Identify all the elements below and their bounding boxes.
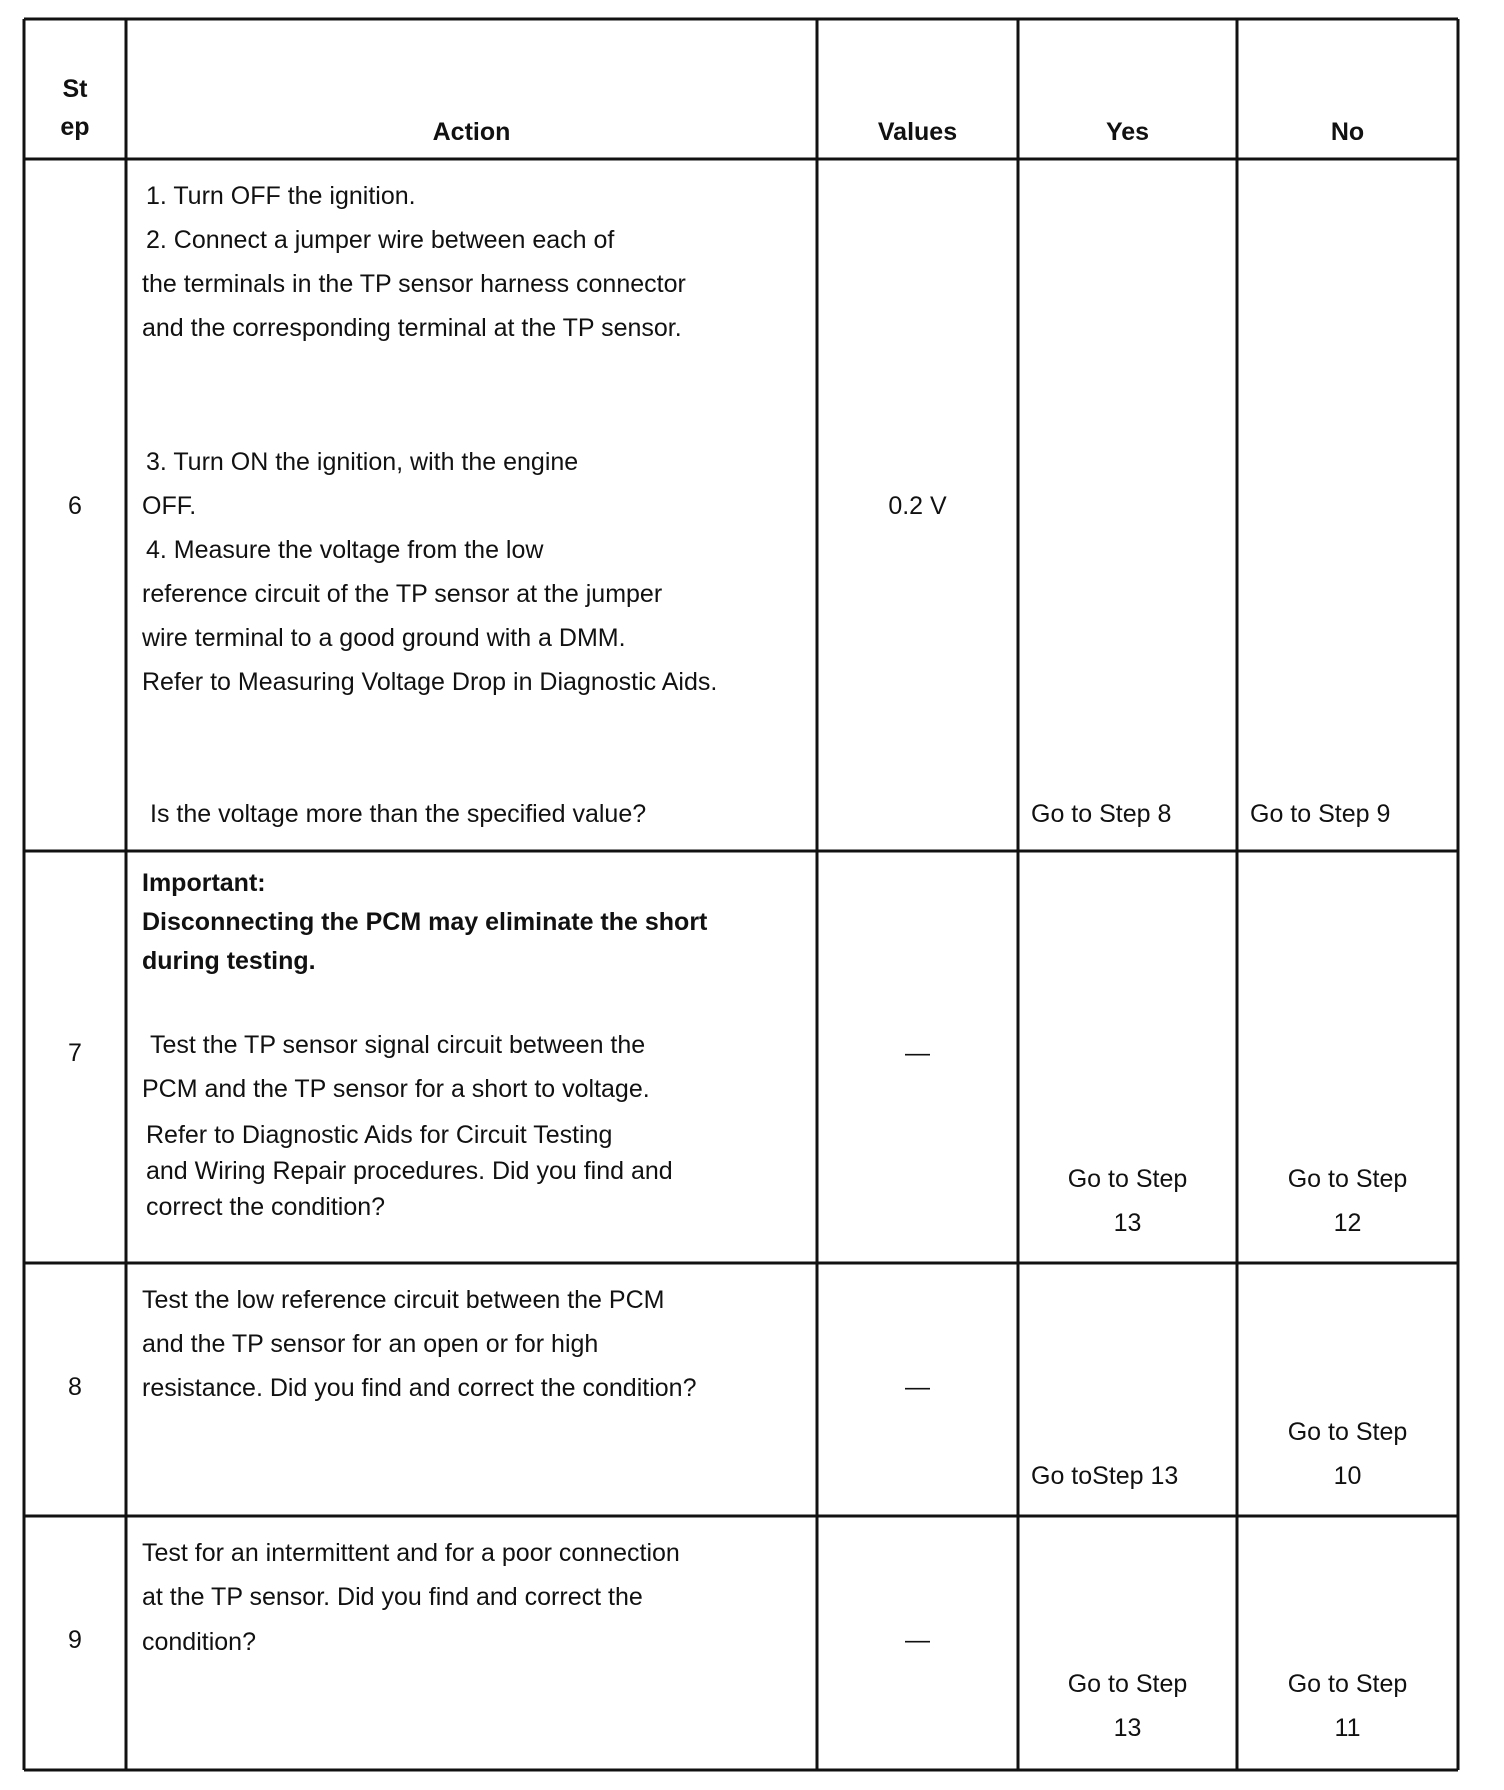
row-8-no: Go to Step xyxy=(1287,1418,1408,1446)
row-9-yes: 13 xyxy=(1113,1714,1142,1742)
row-7-action-line: and Wiring Repair procedures. Did you find and xyxy=(146,1157,673,1185)
row-9-value: — xyxy=(905,1626,930,1654)
row-7-important-text: Disconnecting the PCM may eliminate the short xyxy=(142,908,708,936)
header-no: No xyxy=(1330,118,1365,146)
row-6-question: Is the voltage more than the specified value? xyxy=(150,800,647,828)
row-7-yes: Go to Step xyxy=(1067,1165,1188,1193)
row-8-yes: Go toStep 13 xyxy=(1031,1462,1179,1490)
row-7-important-label: Important: xyxy=(142,869,266,897)
row-6-action-line: Refer to Measuring Voltage Drop in Diagnostic Aids. xyxy=(142,668,718,696)
row-8-value: — xyxy=(905,1373,930,1401)
row-6-action-line: and the corresponding terminal at the TP sensor. xyxy=(142,314,682,342)
row-7-value: — xyxy=(905,1039,930,1067)
row-8-action-line: resistance. Did you find and correct the condition? xyxy=(142,1374,697,1402)
header-values: Values xyxy=(877,118,958,146)
row-9-no: 11 xyxy=(1334,1714,1361,1742)
row-6-yes: Go to Step 8 xyxy=(1031,800,1172,828)
row-6-action-line: 4. Measure the voltage from the low xyxy=(146,536,544,564)
row-8-step: 8 xyxy=(68,1373,82,1401)
row-9-action-line: at the TP sensor. Did you find and correct the xyxy=(142,1583,643,1611)
row-6-action-line: 2. Connect a jumper wire between each of xyxy=(146,226,615,254)
row-6-action-line: the terminals in the TP sensor harness connector xyxy=(142,270,686,298)
row-8-action-line: Test the low reference circuit between the PCM xyxy=(142,1286,665,1314)
row-7-action-line: Test the TP sensor signal circuit between the xyxy=(150,1031,646,1059)
row-7-no: Go to Step xyxy=(1287,1165,1408,1193)
row-7-action-line: Refer to Diagnostic Aids for Circuit Testing xyxy=(146,1121,613,1149)
row-9-yes: Go to Step xyxy=(1067,1670,1188,1698)
row-6-action-line: 3. Turn ON the ignition, with the engine xyxy=(146,448,579,476)
row-7-action-line: PCM and the TP sensor for a short to voltage. xyxy=(142,1075,650,1103)
row-6-action-line: OFF. xyxy=(142,492,197,520)
row-9-step: 9 xyxy=(68,1626,82,1654)
row-6-action-line: reference circuit of the TP sensor at the jumper xyxy=(142,580,663,608)
row-7-important-text: during testing. xyxy=(142,947,316,975)
row-6-step: 6 xyxy=(68,492,82,520)
row-7-action-line: correct the condition? xyxy=(146,1193,386,1221)
row-6-no: Go to Step 9 xyxy=(1250,800,1391,828)
header-action: Action xyxy=(432,118,511,146)
header-step: St ep xyxy=(60,75,90,141)
row-7-no: 12 xyxy=(1333,1209,1362,1237)
row-6-value: 0.2 V xyxy=(888,492,947,520)
row-9-action-line: condition? xyxy=(142,1628,256,1656)
row-8-action-line: and the TP sensor for an open or for high xyxy=(142,1330,599,1358)
header-yes: Yes xyxy=(1105,118,1150,146)
row-7-step: 7 xyxy=(68,1039,82,1067)
row-8-no: 10 xyxy=(1333,1462,1362,1490)
row-6-action-line: 1. Turn OFF the ignition. xyxy=(146,182,416,210)
row-9-action-line: Test for an intermittent and for a poor connection xyxy=(142,1539,680,1567)
row-6-action-line: wire terminal to a good ground with a DMM. xyxy=(142,624,626,652)
row-9-no: Go to Step xyxy=(1287,1670,1408,1698)
row-7-yes: 13 xyxy=(1113,1209,1142,1237)
